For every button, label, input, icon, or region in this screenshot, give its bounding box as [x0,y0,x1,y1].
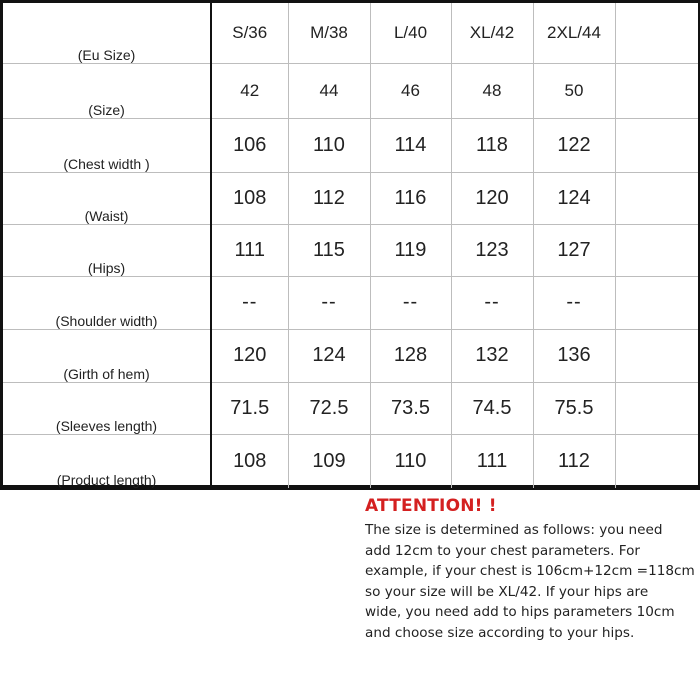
size-value-cell: 50 [533,63,615,118]
size-value-cell: 123 [451,224,533,276]
size-value-cell: 116 [370,172,451,224]
attention-text [365,520,700,643]
size-value-cell: 108 [211,434,288,488]
size-value-cell: 128 [370,329,451,382]
size-value-cell: 110 [288,118,370,172]
attention-line: wide, you need add to hips parameters 10cm [365,604,675,620]
table-row [3,172,698,224]
size-value-cell: M/38 [288,3,370,63]
attention-line: and choose size according to your hips. [365,624,635,641]
size-value-cell: 71.5 [211,382,288,434]
size-value-cell: 127 [533,224,615,276]
row-label: (Size) [3,63,211,118]
attention-line: so your size will be XL/42. If your hips are [365,583,649,600]
header-row [3,3,698,63]
table-row [3,382,698,434]
size-value-cell: 74.5 [451,382,533,434]
size-value-cell: XL/42 [451,3,533,63]
size-value-cell [615,434,698,488]
size-value-cell [615,3,698,63]
size-value-cell: 118 [451,118,533,172]
size-value-cell: 136 [533,329,615,382]
table-row [3,118,698,172]
size-value-cell [615,382,698,434]
attention-line: add 12cm to your chest parameters. For [365,542,641,559]
size-value-cell: -- [451,276,533,329]
size-value-cell: 124 [288,329,370,382]
size-value-cell: 106 [211,118,288,172]
size-value-cell: 112 [288,172,370,224]
table-row [3,329,698,382]
size-value-cell: S/36 [211,3,288,63]
row-label: (Girth of hem) [3,329,211,382]
table-row [3,63,698,118]
size-value-cell: -- [533,276,615,329]
row-label: (Hips) [3,224,211,276]
size-value-cell: 119 [370,224,451,276]
size-value-cell: 48 [451,63,533,118]
size-value-cell: 109 [288,434,370,488]
size-value-cell: 73.5 [370,382,451,434]
attention-line: example, if your chest is 106cm+12cm =118cm [365,563,695,579]
size-value-cell: 122 [533,118,615,172]
size-value-cell: 120 [451,172,533,224]
row-label: (Shoulder width) [3,276,211,329]
size-value-cell: 44 [288,63,370,118]
size-value-cell [615,276,698,329]
size-value-cell: 42 [211,63,288,118]
size-value-cell: 72.5 [288,382,370,434]
size-value-cell: 108 [211,172,288,224]
size-value-cell: 115 [288,224,370,276]
size-value-cell: 110 [370,434,451,488]
size-value-cell: 132 [451,329,533,382]
size-value-cell: 2XL/44 [533,3,615,63]
size-value-cell [615,118,698,172]
size-value-cell: 46 [370,63,451,118]
size-value-cell [615,63,698,118]
row-label: (Product length) [3,434,211,488]
row-label: (Waist) [3,172,211,224]
size-value-cell: -- [211,276,288,329]
row-label: (Chest width ) [3,118,211,172]
attention-line: The size is determined as follows: you need [365,522,663,538]
size-value-cell: 75.5 [533,382,615,434]
size-table [3,3,698,488]
attention-title: ATTENTION! ! [365,496,497,516]
size-value-cell: 114 [370,118,451,172]
attention-note [365,496,700,643]
size-table-body [3,3,698,488]
size-value-cell: -- [370,276,451,329]
size-value-cell [615,329,698,382]
size-value-cell: 111 [211,224,288,276]
table-row [3,224,698,276]
size-value-cell: -- [288,276,370,329]
table-row [3,276,698,329]
size-value-cell [615,224,698,276]
size-value-cell: L/40 [370,3,451,63]
table-row [3,434,698,488]
row-label: (Eu Size) [3,3,211,63]
row-label: (Sleeves length) [3,382,211,434]
size-value-cell: 124 [533,172,615,224]
size-value-cell: 112 [533,434,615,488]
size-value-cell: 111 [451,434,533,488]
size-value-cell [615,172,698,224]
size-value-cell: 120 [211,329,288,382]
